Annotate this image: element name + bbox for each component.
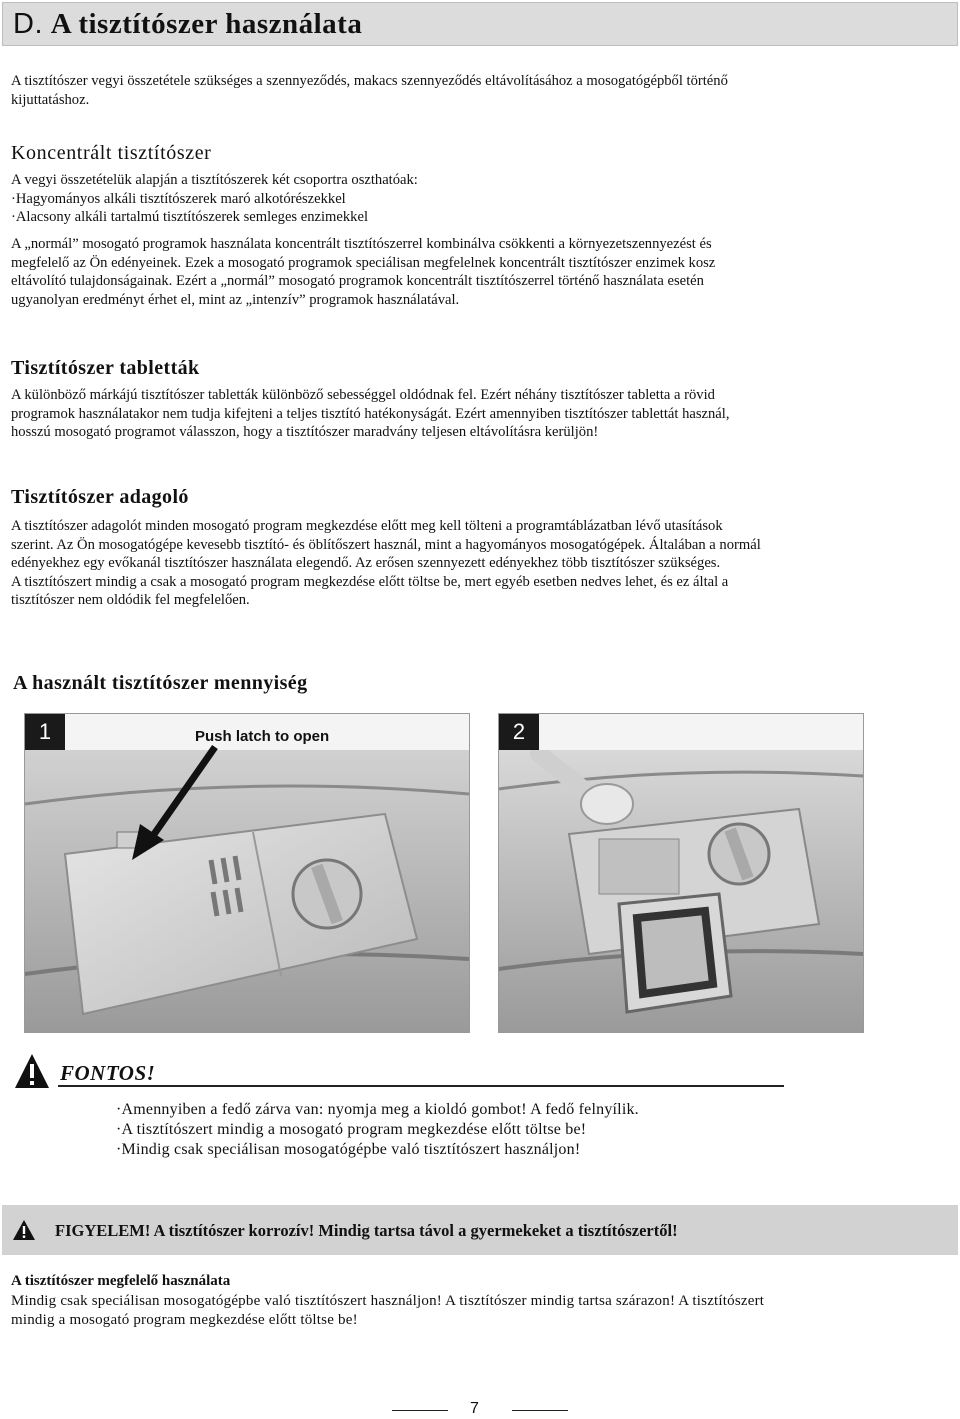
proper-use-heading: A tisztítószer megfelelő használata <box>11 1273 231 1289</box>
concentrated-heading: Koncentrált tisztítószer <box>11 142 212 164</box>
concentrated-paragraph <box>11 235 951 309</box>
warning-triangle-icon <box>14 1052 50 1090</box>
section-title: A tisztítószer használata <box>50 8 363 40</box>
text-line: hosszú mosogató programot válasszon, hogy a tisztítószer maradvány teljesen eltávolításra kerüljön! <box>11 424 599 441</box>
image-number-badge: 2 <box>499 714 539 750</box>
image-number-badge: 1 <box>25 714 65 750</box>
image-caption: Push latch to open <box>195 728 330 745</box>
tablets-paragraph <box>11 386 951 442</box>
text-line: eltávolító tulajdonságainak. Ezért a „normál” mosogató programok koncentrált tisztítószerrel történő használata esetén <box>11 273 704 290</box>
text-line: ugyanolyan eredményt érhet el, mint az „intenzív” programok használatával. <box>11 291 460 308</box>
footer-rule-right <box>512 1410 568 1411</box>
text-line: megfelelő az Ön edényeinek. Ezek a mosogató programok speciálisan megfelelnek koncentrált tisztítószer enzimek kosz <box>11 254 716 271</box>
text-line: A vegyi összetételük alapján a tisztítószerek két csoportra oszthatóak: <box>11 172 418 188</box>
list-item: ·Hagyományos alkáli tisztítószerek maró alkotórészekkel <box>11 190 346 207</box>
dispenser-heading: Tisztítószer adagoló <box>11 486 189 508</box>
text-line: szerint. Az Ön mosogatógépe kevesebb tisztító- és öblítőszert használ, mint a hagyományos mosogatógépek. Általában a normál <box>11 536 761 553</box>
text-line: edényekhez egy evőkanál tisztítószer használata elegendő. Az erősen szennyezett edényekhez több tisztítószer szükséges. <box>11 555 721 572</box>
important-divider <box>58 1085 784 1087</box>
list-item: ·A tisztítószert mindig a mosogató program megkezdése előtt töltse be! <box>116 1121 587 1138</box>
list-item: ·Amennyiben a fedő zárva van: nyomja meg a kioldó gombot! A fedő felnyílik. <box>116 1101 639 1118</box>
page-title <box>13 8 362 41</box>
text-line: A tisztítószer adagolót minden mosogató program megkezdése előtt meg kell tölteni a programtáblázatban lévő utasítások <box>11 518 723 534</box>
warning-text: FIGYELEM! A tisztítószer korrozív! Mindig tartsa távol a gyermekeket a tisztítószertől! <box>55 1221 678 1240</box>
footer-rule-left <box>392 1410 448 1411</box>
proper-use-paragraph <box>11 1292 951 1329</box>
text-line: A tisztítószert mindig a csak a mosogató program megkezdése előtt töltse be, mert egyéb esetben nedves lehet, és ez által a <box>11 573 729 590</box>
warning-bar <box>2 1205 958 1255</box>
dispenser-paragraph <box>11 517 951 610</box>
concentrated-list <box>11 171 951 227</box>
section-letter: D. <box>13 8 43 40</box>
arrow-icon <box>120 742 230 862</box>
intro-line: kijuttatáshoz. <box>11 91 90 108</box>
dispenser-closed-image <box>24 713 470 1033</box>
text-line: A „normál” mosogató programok használata koncentrált tisztítószerrel kombinálva csökkenti a környezetszennyezést és <box>11 236 712 252</box>
intro-line: A tisztítószer vegyi összetétele szükséges a szennyeződés, makacs szennyeződés eltávolításához a mosogatógépből történő <box>11 73 728 89</box>
list-item: ·Alacsony alkáli tartalmú tisztítószerek semleges enzimekkel <box>11 209 369 226</box>
text-line: mindig a mosogató program megkezdése előtt töltse be! <box>11 1311 358 1328</box>
dispenser-closed-illustration <box>25 714 469 1032</box>
dispenser-open-illustration <box>499 714 863 1032</box>
image-caption-band <box>539 714 863 750</box>
text-line: Mindig csak speciálisan mosogatógépbe való tisztítószert használjon! A tisztítószer mindig tartsa szárazon! A tisztítószert <box>11 1293 765 1309</box>
important-heading: FONTOS! <box>60 1061 156 1085</box>
tablets-heading: Tisztítószer tabletták <box>11 357 200 379</box>
warning-triangle-icon <box>12 1219 36 1241</box>
list-item: ·Mindig csak speciálisan mosogatógépbe való tisztítószert használjon! <box>116 1141 581 1158</box>
important-list <box>116 1100 639 1160</box>
dispenser-open-image <box>498 713 864 1033</box>
text-line: programok használatakor nem tudja kifejteni a teljes tisztító hatékonyságát. Ezért amennyiben tisztítószer tablettát használ, <box>11 405 730 422</box>
amount-heading: A használt tisztítószer mennyiség <box>13 672 308 694</box>
text-line: A különböző márkájú tisztítószer tabletták különböző sebességgel oldódnak fel. Ezért néhány tisztítószer tabletta a rövid <box>11 387 715 403</box>
title-bar <box>2 2 958 46</box>
text-line: tisztítószer nem oldódik fel megfelelően. <box>11 592 250 609</box>
intro-paragraph <box>11 72 951 109</box>
page-number: 7 <box>470 1400 479 1417</box>
